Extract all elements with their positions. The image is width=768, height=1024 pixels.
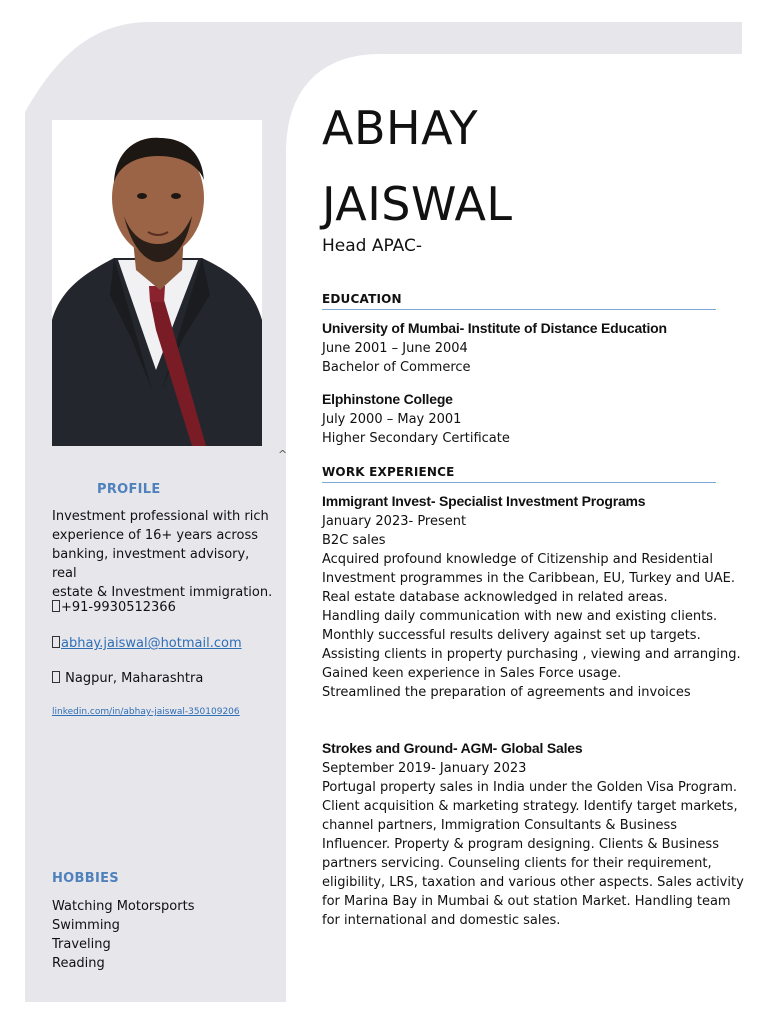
experience-line: partners servicing. Counseling clients for their requirement, xyxy=(322,856,712,871)
hobby-item: Traveling xyxy=(52,937,111,952)
experience-line: Monthly successful results delivery against set up targets. xyxy=(322,628,701,643)
experience-line: Acquired profound knowledge of Citizenship and Residential xyxy=(322,552,713,567)
experience-entry xyxy=(322,739,744,930)
profile-summary-line: experience of 16+ years across xyxy=(52,528,258,543)
linkedin-link[interactable]: linkedin.com/in/abhay-jaiswal-350109206 xyxy=(52,707,240,717)
hobbies-list xyxy=(52,897,194,973)
experience-line: Handling daily communication with new and existing clients. xyxy=(322,609,718,624)
experience-line: for Marina Bay in Mumbai & out station Market. Handling team xyxy=(322,894,731,909)
location-text: Nagpur, Maharashtra xyxy=(61,671,204,686)
experience-line: Streamlined the preparation of agreements and invoices xyxy=(322,685,691,700)
experience-line: Gained keen experience in Sales Force usage. xyxy=(322,666,622,681)
experience-line: Assisting clients in property purchasing , viewing and arranging. xyxy=(322,647,741,662)
name-line-first: ABHAY xyxy=(322,101,479,155)
experience-line: eligibility, LRS, taxation and various other aspects. Sales activity xyxy=(322,875,744,890)
education-degree: Higher Secondary Certificate xyxy=(322,431,510,446)
education-dates: June 2001 – June 2004 xyxy=(322,341,468,356)
experience-line: Real estate database acknowledged in related areas. xyxy=(322,590,668,605)
name-line-last: JAISWAL xyxy=(322,177,513,231)
hobby-item: Swimming xyxy=(52,918,120,933)
experience-line: B2C sales xyxy=(322,533,386,548)
experience-title: Immigrant Invest- Specialist Investment Programs xyxy=(322,493,646,509)
email-link[interactable]: abhay.jaiswal@hotmail.com xyxy=(61,636,242,651)
education-entry xyxy=(322,390,722,448)
experience-line: channel partners, Immigration Consultants & Business xyxy=(322,818,678,833)
profile-photo xyxy=(52,120,262,446)
profile-heading: PROFILE xyxy=(97,482,161,497)
caret-mark: ^ xyxy=(278,448,288,461)
candidate-role: Head APAC- xyxy=(322,236,422,256)
work-experience-heading: WORK EXPERIENCE xyxy=(322,465,716,483)
education-heading: EDUCATION xyxy=(322,292,716,310)
email-icon xyxy=(52,636,60,648)
experience-title: Strokes and Ground- AGM- Global Sales xyxy=(322,740,583,756)
experience-line: Client acquisition & marketing strategy. Identify target markets, xyxy=(322,799,738,814)
email-contact xyxy=(52,636,242,651)
experience-line: for international and domestic sales. xyxy=(322,913,561,928)
experience-line: Portugal property sales in India under the Golden Visa Program. xyxy=(322,780,738,795)
candidate-name xyxy=(322,90,513,242)
phone-number: +91-9930512366 xyxy=(61,600,176,615)
profile-summary-line: estate & Investment immigration. xyxy=(52,585,273,600)
experience-line: January 2023- Present xyxy=(322,514,467,529)
education-dates: July 2000 – May 2001 xyxy=(322,412,462,427)
hobby-item: Watching Motorsports xyxy=(52,899,195,914)
experience-entry xyxy=(322,492,741,702)
hobby-item: Reading xyxy=(52,956,105,971)
education-entry xyxy=(322,319,722,377)
education-institution: Elphinstone College xyxy=(322,391,453,407)
experience-line: Influencer. Property & program designing. Clients & Business xyxy=(322,837,719,852)
experience-line: Investment programmes in the Caribbean, EU, Turkey and UAE. xyxy=(322,571,736,586)
profile-summary-line: Investment professional with rich xyxy=(52,509,269,524)
experience-line: September 2019- January 2023 xyxy=(322,761,527,776)
education-degree: Bachelor of Commerce xyxy=(322,360,471,375)
profile-summary xyxy=(52,507,278,602)
location-icon xyxy=(52,671,60,683)
hobbies-heading: HOBBIES xyxy=(52,871,119,886)
phone-contact xyxy=(52,600,176,615)
education-institution: University of Mumbai- Institute of Distance Education xyxy=(322,320,667,336)
profile-summary-line: banking, investment advisory, real xyxy=(52,547,250,581)
location-contact xyxy=(52,671,203,686)
phone-icon xyxy=(52,600,60,612)
